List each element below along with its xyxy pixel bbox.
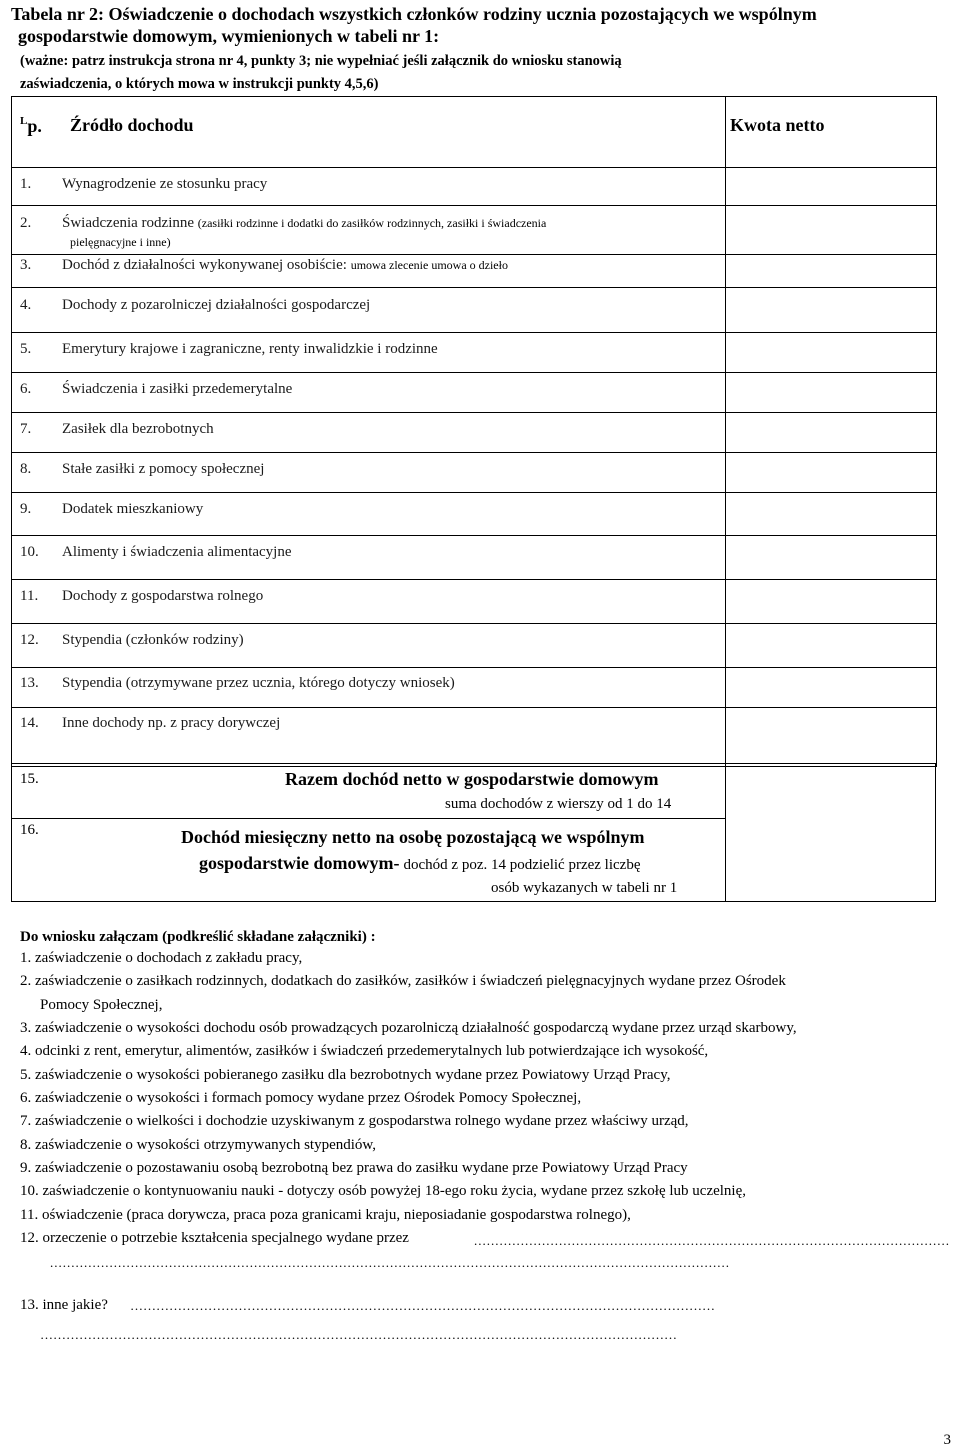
header-source: Źródło dochodu: [70, 115, 194, 135]
amount-cell[interactable]: [726, 668, 937, 708]
title-line-1: Tabela nr 2: Oświadczenie o dochodach wszystkich członków rodziny ucznia pozostających we wspólnym: [11, 4, 817, 24]
table-row: 9. Dodatek mieszkaniowy: [12, 493, 937, 536]
amount-cell[interactable]: [726, 288, 937, 333]
table-row: 14. Inne dochody np. z pracy dorywczej: [12, 708, 937, 767]
table-row: 8. Stałe zasiłki z pomocy społecznej: [12, 453, 937, 493]
attachment-item[interactable]: 4. odcinki z rent, emerytur, alimentów, zasiłków i świadczeń przedemerytalnych lub potwierdzające ich wysokość,: [20, 1043, 709, 1059]
table-row: 1. Wynagrodzenie ze stosunku pracy: [12, 168, 937, 206]
title-note: [20, 50, 940, 96]
amount-cell[interactable]: [726, 708, 937, 767]
amount-cell[interactable]: [726, 580, 937, 624]
row-15-title: Razem dochód netto w gospodarstwie domowym: [285, 769, 659, 789]
table-row: 3. Dochód z działalności wykonywanej osobiście: umowa zlecenie umowa o dzieło: [12, 255, 937, 288]
table-row: 2. Świadczenia rodzinne (zasiłki rodzinne i dodatki do zasiłków rodzinnych, zasiłki i świadczenia pielęgnacyjne i inne): [12, 206, 937, 255]
page-number: 3: [943, 1432, 951, 1448]
amount-cell[interactable]: [726, 206, 937, 255]
row-16-num: 16.: [20, 822, 39, 838]
attachment-item[interactable]: 6. zaświadczenie o wysokości i formach pomocy wydane przez Ośrodek Pomocy Społecznej,: [20, 1090, 582, 1106]
amount-cell[interactable]: [726, 624, 937, 668]
attachment-13-dots-2: …………………………………………………………………………………………………………………………………: [40, 1327, 677, 1342]
attachment-item[interactable]: 10. zaświadczenie o kontynuowaniu nauki - dotyczy osób powyżej 18-ego roku życia, wydane przez szkołę lub uczelnię,: [20, 1183, 746, 1199]
table-row: 4. Dochody z pozarolniczej działalności gospodarczej: [12, 288, 937, 333]
amount-cell[interactable]: [726, 453, 937, 493]
attachment-item[interactable]: 13. inne jakie?: [20, 1297, 108, 1313]
table-row: 5. Emerytury krajowe i zagraniczne, renty inwalidzkie i rodzinne: [12, 333, 937, 373]
row-16-title-2: gospodarstwie domowym-: [199, 853, 400, 873]
row-16-amount-cell[interactable]: [726, 819, 935, 901]
amount-cell[interactable]: [726, 333, 937, 373]
amount-cell[interactable]: [726, 373, 937, 413]
table-row: 10. Alimenty i świadczenia alimentacyjne: [12, 536, 937, 580]
table-row: 6. Świadczenia i zasiłki przedemerytalne: [12, 373, 937, 413]
attachment-item-cont: Pomocy Społecznej,: [40, 997, 163, 1013]
totals-block: [11, 763, 936, 902]
amount-cell[interactable]: [726, 413, 937, 453]
attachment-item[interactable]: 7. zaświadczenie o wielkości i dochodzie uzyskiwanym z gospodarstwa rolnego wydane przez właściwy urząd,: [20, 1113, 689, 1129]
amount-cell[interactable]: [726, 255, 937, 288]
attachment-13-dots: ………………………………………………………………………………………………………………………: [130, 1298, 715, 1313]
title-note-1: (ważne: patrz instrukcja strona nr 4, punkty 3; nie wypełniać jeśli załącznik do wniosku stanowią: [20, 53, 622, 69]
table-row: 11. Dochody z gospodarstwa rolnego: [12, 580, 937, 624]
title-line-2: gospodarstwie domowym, wymienionych w tabeli nr 1:: [18, 26, 440, 46]
attachments-heading: Do wniosku załączam (podkreślić składane załączniki) :: [20, 929, 376, 945]
amount-cell[interactable]: [726, 168, 937, 206]
attachment-item[interactable]: 8. zaświadczenie o wysokości otrzymywanych stypendiów,: [20, 1137, 377, 1153]
attachment-12-dots: ................................................................................................................: [474, 1233, 950, 1248]
table-row: 13. Stypendia (otrzymywane przez ucznia, którego dotyczy wniosek): [12, 668, 937, 708]
attachment-item[interactable]: 3. zaświadczenie o wysokości dochodu osób prowadzących pozarolniczą działalność gospodarczą wydane przez urząd skarbowy,: [20, 1020, 797, 1036]
attachment-item[interactable]: 11. oświadczenie (praca dorywcza, praca poza granicami kraju, nieposiadanie gospodarstwa rolnego),: [20, 1207, 631, 1223]
row-16-title: Dochód miesięczny netto na osobę pozostającą we wspólnym: [181, 827, 645, 847]
row-16-tail: dochód z poz. 14 podzielić przez liczbę: [403, 857, 641, 873]
amount-cell[interactable]: [726, 493, 937, 536]
table-row: 7. Zasiłek dla bezrobotnych: [12, 413, 937, 453]
table-header-row: [12, 97, 937, 168]
attachment-item[interactable]: 2. zaświadczenie o zasiłkach rodzinnych, dodatkach do zasiłków, zasiłków i świadczeń pielęgnacyjnych wydane przez Ośrodek: [20, 973, 786, 989]
attachment-item[interactable]: 12. orzeczenie o potrzebie kształcenia specjalnego wydane przez: [20, 1230, 409, 1246]
row-16-sub: osób wykazanych w tabeli nr 1: [491, 880, 678, 896]
header-amount: Kwota netto: [730, 115, 825, 135]
attachment-item[interactable]: 1. zaświadczenie o dochodach z zakładu pracy,: [20, 950, 303, 966]
totals-divider: [12, 818, 725, 819]
header-lp: $^L$p.: [20, 115, 42, 136]
row-15-sub: suma dochodów z wierszy od 1 do 14: [445, 796, 672, 812]
income-table: [11, 96, 937, 767]
row-15-num: 15.: [20, 771, 39, 787]
attachment-12-dots-2: ................................................................................................................................................................: [50, 1255, 730, 1270]
page-title: [11, 3, 951, 47]
row-15-amount-cell[interactable]: [726, 764, 935, 818]
amount-cell[interactable]: [726, 536, 937, 580]
attachment-item[interactable]: 5. zaświadczenie o wysokości pobieranego zasiłku dla bezrobotnych wydane przez Powiatowy Urząd Pracy,: [20, 1067, 671, 1083]
attachment-item[interactable]: 9. zaświadczenie o pozostawaniu osobą bezrobotną bez prawa do zasiłku wydane prze Powiatowy Urząd Pracy: [20, 1160, 688, 1176]
title-note-2: zaświadczenia, o których mowa w instrukcji punkty 4,5,6): [20, 76, 379, 92]
table-row: 12. Stypendia (członków rodziny): [12, 624, 937, 668]
